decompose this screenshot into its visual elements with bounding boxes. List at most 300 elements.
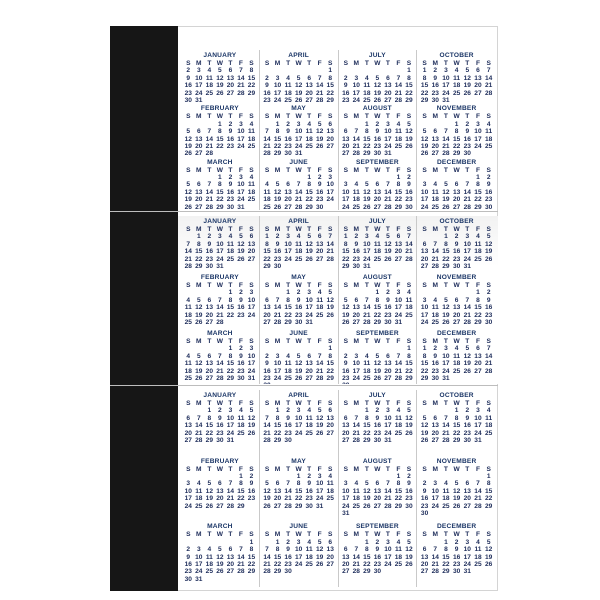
weekday-label: F xyxy=(396,226,401,233)
day-cell: 6 xyxy=(343,128,348,136)
weekday-header xyxy=(183,531,257,538)
day-cell: 26 xyxy=(442,203,450,210)
day-cell: 31 xyxy=(316,502,324,510)
day-cell: 27 xyxy=(394,255,403,263)
week-row xyxy=(262,289,336,296)
day-cell: 25 xyxy=(247,196,256,204)
day-cell: 4 xyxy=(307,407,311,415)
day-cell: 18 xyxy=(305,422,313,430)
weekday-header xyxy=(341,60,415,67)
day-cell: 1 xyxy=(396,473,401,481)
day-cell: 5 xyxy=(407,407,411,415)
day-cell: 31 xyxy=(384,437,392,445)
weekday-label: S xyxy=(486,226,491,233)
day-cell: 20 xyxy=(384,89,392,97)
weekday-label: W xyxy=(216,226,223,233)
day-cell: 25 xyxy=(474,560,482,568)
day-cell: 30 xyxy=(284,437,292,445)
day-cell: 23 xyxy=(226,196,235,204)
day-cell: 31 xyxy=(342,510,350,518)
week-row xyxy=(183,82,257,89)
day-cell xyxy=(404,263,415,270)
week-row xyxy=(262,136,336,143)
month-name: MARCH xyxy=(207,523,233,531)
day-cell: 26 xyxy=(405,560,413,568)
weekday-label: T xyxy=(385,113,390,121)
day-cell: 19 xyxy=(184,142,192,150)
day-cell xyxy=(430,233,441,240)
day-cell: 18 xyxy=(474,248,482,256)
day-cell: 10 xyxy=(352,82,360,90)
day-cell: 26 xyxy=(463,89,471,97)
day-cell xyxy=(325,263,336,270)
day-cell: 25 xyxy=(442,502,450,510)
day-cell: 15 xyxy=(273,553,282,561)
day-cell: 22 xyxy=(195,255,203,263)
day-cell: 11 xyxy=(305,414,313,422)
day-cell xyxy=(262,174,273,181)
day-cell: 15 xyxy=(342,248,350,256)
day-cell: 23 xyxy=(373,142,382,150)
day-cell xyxy=(393,345,404,352)
weekday-label: W xyxy=(453,60,460,67)
day-cell: 25 xyxy=(431,319,439,327)
day-cell: 25 xyxy=(263,203,271,210)
day-cell: 1 xyxy=(407,67,411,75)
day-cell: 3 xyxy=(307,289,311,297)
week-row xyxy=(262,67,336,74)
day-cell: 14 xyxy=(226,487,235,495)
day-cell xyxy=(341,539,352,546)
day-cell: 18 xyxy=(484,422,493,430)
day-cell: 10 xyxy=(294,128,303,136)
weekday-label: F xyxy=(238,531,243,539)
day-cell: 8 xyxy=(275,128,280,136)
day-cell: 26 xyxy=(405,429,413,437)
day-cell: 9 xyxy=(375,128,380,136)
day-cell: 24 xyxy=(284,255,292,263)
day-cell: 28 xyxy=(384,502,392,510)
day-cell: 6 xyxy=(307,74,311,82)
day-cell: 10 xyxy=(342,487,350,495)
weekday-header xyxy=(262,338,336,345)
day-cell: 30 xyxy=(463,437,471,445)
day-cell: 16 xyxy=(226,135,235,143)
day-cell: 3 xyxy=(343,181,348,189)
day-cell: 19 xyxy=(420,142,429,150)
day-cell: 7 xyxy=(239,67,243,75)
month-block xyxy=(260,50,339,103)
day-cell: 12 xyxy=(463,74,471,82)
day-cell: 6 xyxy=(275,480,280,488)
day-cell: 25 xyxy=(394,429,403,437)
day-cell: 1 xyxy=(454,407,459,415)
day-cell: 11 xyxy=(394,414,402,422)
day-cell: 6 xyxy=(307,352,311,360)
day-cell: 23 xyxy=(284,560,292,568)
day-cell: 8 xyxy=(228,352,233,360)
weekday-header xyxy=(341,400,415,407)
day-cell: 5 xyxy=(239,233,243,241)
day-cell: 16 xyxy=(463,135,471,143)
day-cell: 27 xyxy=(384,375,392,383)
day-cell xyxy=(293,174,304,181)
weekday-label: S xyxy=(343,282,348,289)
day-cell: 24 xyxy=(195,568,203,576)
week-row xyxy=(183,136,257,143)
weekday-label: M xyxy=(432,166,438,174)
weekday-label: T xyxy=(364,465,369,473)
day-cell: 30 xyxy=(216,437,224,445)
day-cell: 19 xyxy=(316,135,324,143)
day-cell: 19 xyxy=(363,495,371,503)
day-cell: 2 xyxy=(186,67,191,75)
day-cell xyxy=(283,67,294,74)
day-cell: 17 xyxy=(195,560,203,568)
day-cell: 11 xyxy=(247,128,255,136)
day-cell: 23 xyxy=(237,367,245,375)
day-cell xyxy=(325,319,336,326)
day-cell: 23 xyxy=(384,311,392,319)
day-cell: 6 xyxy=(228,67,233,75)
calendar-panel-3 xyxy=(178,390,498,587)
day-cell: 13 xyxy=(284,188,292,196)
day-cell: 16 xyxy=(452,248,461,256)
day-cell: 31 xyxy=(463,568,471,576)
weekday-label: T xyxy=(385,166,390,174)
week-row xyxy=(183,561,257,568)
day-cell: 23 xyxy=(184,568,192,576)
day-cell: 28 xyxy=(216,319,224,327)
week-row xyxy=(419,375,494,382)
day-cell: 12 xyxy=(442,304,450,312)
day-cell: 5 xyxy=(444,181,448,189)
day-cell: 22 xyxy=(216,196,224,204)
day-cell: 7 xyxy=(317,74,322,82)
day-cell: 10 xyxy=(216,240,224,248)
day-cell: 1 xyxy=(364,538,369,546)
day-cell: 18 xyxy=(452,82,461,90)
week-row xyxy=(419,415,494,422)
day-cell: 12 xyxy=(195,304,203,312)
weekday-header xyxy=(419,60,494,67)
day-cell xyxy=(215,576,226,583)
day-cell: 27 xyxy=(452,203,461,210)
day-cell: 9 xyxy=(265,360,269,368)
day-cell: 26 xyxy=(316,560,324,568)
day-cell: 10 xyxy=(394,296,403,304)
weekday-header xyxy=(262,400,336,407)
day-cell: 3 xyxy=(218,233,222,241)
weekday-label: T xyxy=(443,60,448,67)
week-row xyxy=(183,241,257,248)
weekday-label: M xyxy=(353,465,360,473)
day-cell: 4 xyxy=(249,174,254,182)
day-cell: 18 xyxy=(352,196,360,204)
day-cell xyxy=(272,67,283,74)
day-cell: 7 xyxy=(265,546,269,554)
day-cell xyxy=(225,473,236,480)
weekday-label: S xyxy=(486,465,491,473)
day-cell: 20 xyxy=(352,311,360,319)
day-cell: 7 xyxy=(296,181,301,189)
weekday-label: S xyxy=(406,226,412,233)
week-row xyxy=(183,430,257,437)
day-cell: 5 xyxy=(444,296,448,304)
day-cell: 21 xyxy=(463,311,471,319)
day-cell xyxy=(183,289,194,296)
weekday-label: S xyxy=(186,60,191,67)
day-cell: 10 xyxy=(474,414,482,422)
day-cell: 10 xyxy=(195,74,203,82)
black-bar-middle xyxy=(110,212,178,386)
day-cell: 31 xyxy=(247,375,256,383)
day-cell: 27 xyxy=(316,255,324,263)
day-cell xyxy=(351,539,362,546)
month-block xyxy=(181,216,260,272)
day-cell: 5 xyxy=(317,538,322,546)
day-cell: 26 xyxy=(195,375,203,383)
day-cell: 20 xyxy=(195,142,203,150)
day-cell: 3 xyxy=(286,233,290,241)
day-cell xyxy=(204,473,215,480)
week-row xyxy=(341,510,415,517)
day-cell: 15 xyxy=(363,422,371,430)
day-cell: 27 xyxy=(247,255,256,263)
weekday-label: T xyxy=(307,166,312,174)
day-cell: 28 xyxy=(284,502,292,510)
day-cell xyxy=(473,375,484,382)
day-cell: 14 xyxy=(184,248,192,256)
weekday-label: S xyxy=(486,400,491,407)
day-cell xyxy=(362,67,373,74)
day-cell: 20 xyxy=(184,429,192,437)
day-cell xyxy=(225,576,236,583)
day-cell: 24 xyxy=(463,255,471,263)
day-cell xyxy=(283,263,294,270)
day-cell: 3 xyxy=(476,120,480,128)
week-row xyxy=(183,174,257,181)
month-name: JANUARY xyxy=(203,218,237,225)
day-cell: 31 xyxy=(363,263,371,271)
weekday-label: M xyxy=(196,531,202,539)
day-cell: 18 xyxy=(474,553,482,561)
day-cell: 22 xyxy=(363,142,371,150)
day-cell xyxy=(404,319,415,326)
day-cell: 11 xyxy=(284,360,292,368)
day-cell: 23 xyxy=(405,196,413,204)
day-cell: 2 xyxy=(265,352,269,360)
day-cell xyxy=(272,174,283,181)
day-cell: 27 xyxy=(284,203,292,210)
weekday-label: S xyxy=(264,226,270,233)
week-row xyxy=(419,304,494,311)
weekday-label: T xyxy=(228,338,233,345)
day-cell: 11 xyxy=(263,188,271,196)
day-cell: 13 xyxy=(373,487,382,495)
day-cell: 1 xyxy=(422,345,427,353)
day-cell: 18 xyxy=(237,422,245,430)
day-cell: 14 xyxy=(442,135,450,143)
weekday-label: S xyxy=(328,531,333,539)
day-cell: 17 xyxy=(363,248,371,256)
day-cell: 13 xyxy=(184,422,192,430)
day-cell: 14 xyxy=(363,304,371,312)
day-cell: 7 xyxy=(465,181,470,189)
month-name: NOVEMBER xyxy=(436,274,477,281)
day-cell: 8 xyxy=(249,546,254,554)
day-cell: 17 xyxy=(247,360,256,368)
month-block xyxy=(181,157,260,210)
day-cell: 21 xyxy=(273,311,282,319)
week-row xyxy=(262,241,336,248)
weekday-label: F xyxy=(396,113,401,121)
day-cell: 29 xyxy=(442,568,450,576)
weekday-label: T xyxy=(443,338,448,345)
week-row xyxy=(341,289,415,296)
day-cell: 14 xyxy=(205,135,213,143)
day-cell: 10 xyxy=(363,240,371,248)
weekday-label: S xyxy=(406,465,412,473)
day-cell: 12 xyxy=(326,296,334,304)
day-cell: 28 xyxy=(352,150,360,157)
day-cell: 9 xyxy=(407,480,411,488)
day-cell xyxy=(204,121,215,128)
week-row xyxy=(262,503,336,510)
day-cell: 24 xyxy=(384,429,392,437)
day-cell: 3 xyxy=(444,345,448,353)
day-cell: 14 xyxy=(294,188,303,196)
day-cell: 5 xyxy=(296,74,301,82)
weekday-label: F xyxy=(317,226,322,233)
day-cell: 12 xyxy=(294,82,303,90)
day-cell xyxy=(246,263,257,270)
day-cell: 25 xyxy=(284,375,292,383)
day-cell: 22 xyxy=(474,311,482,319)
day-cell: 18 xyxy=(184,311,192,319)
day-cell: 8 xyxy=(207,414,212,422)
day-cell xyxy=(183,407,194,414)
week-row xyxy=(341,304,415,311)
weekday-label: M xyxy=(432,531,438,539)
day-cell: 24 xyxy=(442,367,450,375)
day-cell: 29 xyxy=(284,319,292,327)
day-cell: 27 xyxy=(431,150,439,157)
week-row xyxy=(262,121,336,128)
day-cell: 16 xyxy=(226,188,235,196)
weekday-label: T xyxy=(228,113,233,121)
week-row xyxy=(183,375,257,382)
day-cell: 20 xyxy=(431,429,439,437)
day-cell: 31 xyxy=(463,263,471,271)
day-cell: 23 xyxy=(342,97,350,104)
day-cell: 8 xyxy=(286,296,290,304)
weekday-label: M xyxy=(196,166,202,174)
weekday-label: S xyxy=(343,400,348,407)
weekday-label: T xyxy=(465,282,470,289)
day-cell xyxy=(441,289,452,296)
day-cell: 9 xyxy=(239,296,243,304)
day-cell: 7 xyxy=(444,128,448,136)
weekday-label: F xyxy=(475,282,480,289)
day-cell: 11 xyxy=(394,546,402,554)
week-row xyxy=(183,289,257,296)
weekday-label: M xyxy=(274,400,281,407)
day-cell xyxy=(325,204,336,210)
day-cell xyxy=(262,382,273,384)
week-row xyxy=(183,437,257,444)
day-cell: 1 xyxy=(407,345,411,353)
day-cell: 26 xyxy=(420,437,429,445)
day-cell: 22 xyxy=(247,82,256,90)
day-cell xyxy=(473,510,484,517)
week-row xyxy=(262,495,336,502)
day-cell: 5 xyxy=(218,67,222,75)
day-cell: 6 xyxy=(228,546,233,554)
day-cell xyxy=(262,407,273,414)
day-cell: 4 xyxy=(364,74,369,82)
week-row xyxy=(341,554,415,561)
day-cell: 3 xyxy=(317,473,322,481)
day-cell: 15 xyxy=(363,553,371,561)
month-name: DECEMBER xyxy=(436,523,477,531)
week-row xyxy=(262,546,336,553)
day-cell: 23 xyxy=(247,495,256,503)
weekday-header xyxy=(341,113,415,120)
day-cell: 14 xyxy=(316,82,324,90)
day-cell: 29 xyxy=(273,437,282,445)
weekday-label: F xyxy=(238,465,243,473)
day-cell: 24 xyxy=(431,502,439,510)
week-row xyxy=(419,189,494,196)
weekday-label: S xyxy=(264,531,270,539)
day-cell: 12 xyxy=(316,414,324,422)
week-row xyxy=(262,422,336,429)
day-cell: 12 xyxy=(420,422,429,430)
day-cell: 16 xyxy=(184,82,192,90)
week-row xyxy=(183,121,257,128)
day-cell: 7 xyxy=(433,546,438,554)
week-row xyxy=(341,382,415,384)
day-cell: 21 xyxy=(352,560,360,568)
day-cell xyxy=(430,289,441,296)
day-cell: 6 xyxy=(317,233,322,241)
day-cell: 22 xyxy=(226,367,235,375)
day-cell: 21 xyxy=(284,495,292,503)
weekday-label: F xyxy=(475,60,480,67)
day-cell: 11 xyxy=(205,553,213,561)
day-cell: 6 xyxy=(328,407,333,415)
day-cell: 7 xyxy=(354,414,359,422)
day-cell: 13 xyxy=(316,240,324,248)
weekday-label: S xyxy=(264,60,270,67)
month-name: NOVEMBER xyxy=(436,457,477,465)
weekday-label: S xyxy=(186,113,191,121)
day-cell: 9 xyxy=(343,360,348,368)
day-cell: 12 xyxy=(363,487,371,495)
weekday-label: W xyxy=(295,282,302,289)
day-cell: 28 xyxy=(474,502,482,510)
day-cell: 1 xyxy=(343,233,348,241)
day-cell: 25 xyxy=(352,203,360,210)
calendar-panel-1 xyxy=(178,50,498,210)
day-cell: 29 xyxy=(363,568,371,576)
month-block xyxy=(417,157,496,210)
weekday-label: S xyxy=(406,166,412,174)
day-cell: 7 xyxy=(265,128,269,136)
day-cell xyxy=(430,174,441,181)
weekday-label: T xyxy=(364,531,369,539)
